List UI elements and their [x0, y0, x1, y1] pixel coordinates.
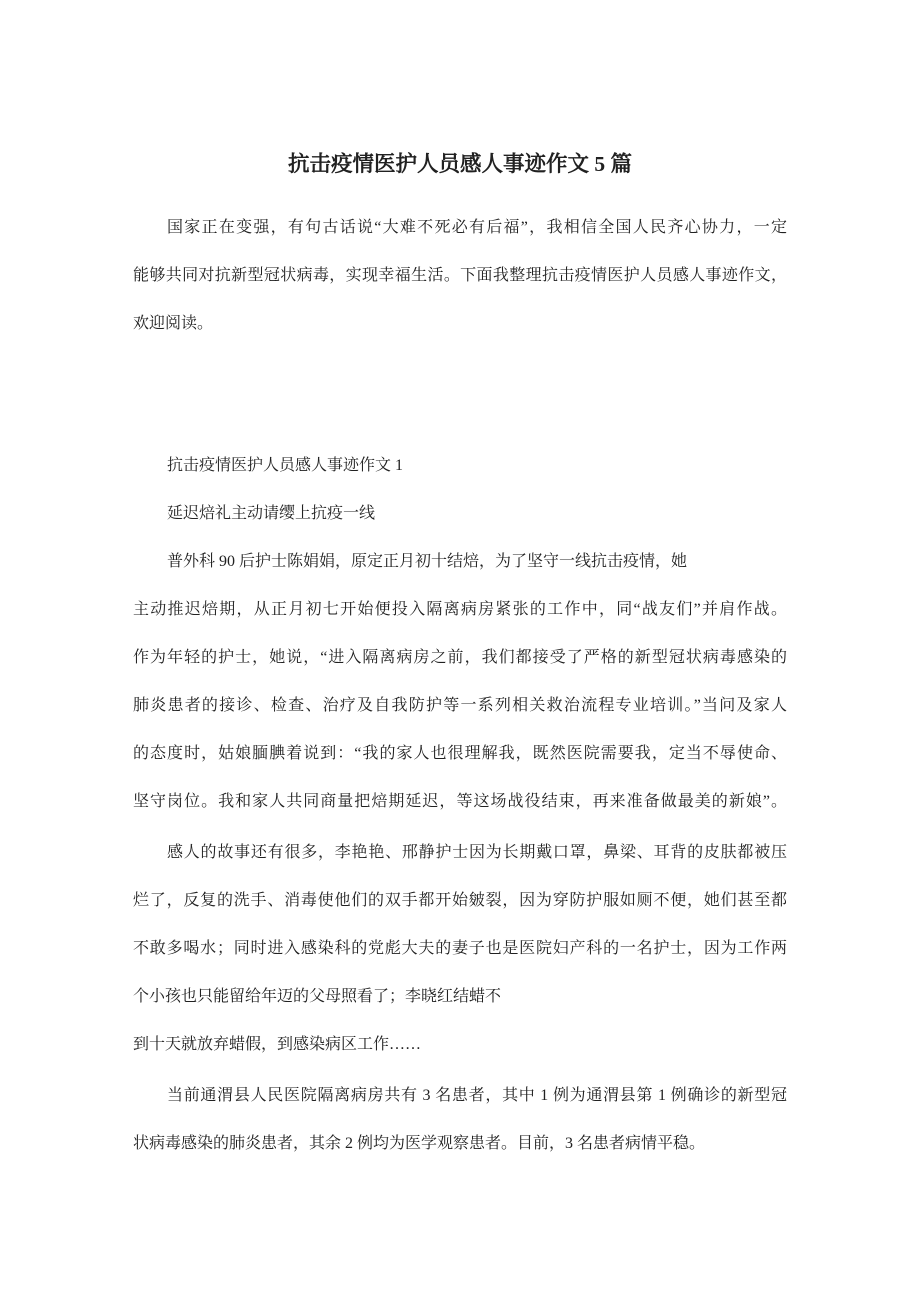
text-line: 到十天就放弃蜡假，到感染病区工作…… [133, 1036, 422, 1053]
text-line: 当前通渭县人民医院隔离病房共有 3 名患者，其中 1 例为通渭县第 1 例确诊的新型冠 [167, 1087, 787, 1104]
text-line: 个小孩也只能留给年迈的父母照看了；李晓红结蜡不 [133, 988, 502, 1005]
text-line: 感人的故事还有很多，李艳艳、邢静护士因为长期戴口罩，鼻梁、耳背的皮肤都被压 [167, 844, 787, 861]
text-line: 烂了，反复的洗手、消毒使他们的双手都开始皴裂，因为穿防护服如厕不便，她们甚至都 [133, 892, 787, 909]
text-line: 主动推迟焙期，从正月初七开始便投入隔离病房紧张的工作中，同“战友们”并肩作战。 [133, 601, 787, 618]
text-line: 欢迎阅读。 [133, 315, 214, 332]
text-line: 国家正在变强，有句古话说“大难不死必有后福”，我相信全国人民齐心协力，一定 [167, 219, 787, 236]
text-line: 状病毒感染的肺炎患者，其余 2 例均为医学观察患者。目前，3 名患者病情平稳。 [133, 1135, 706, 1152]
text-line: 肺炎患者的接诊、检查、治疗及自我防护等一系列相关救治流程专业培训。”当问及家人 [133, 697, 787, 714]
section-subheading: 延迟焙礼主动请缨上抗疫一线 [167, 505, 376, 522]
text-line: 不敢多喝水；同时进入感染科的党彪大夫的妻子也是医院妇产科的一名护士，因为工作两 [133, 940, 787, 957]
section-heading: 抗击疫情医护人员感人事迹作文 1 [167, 457, 404, 474]
text-line: 的态度时，姑娘腼腆着说到：“我的家人也很理解我，既然医院需要我，定当不辱使命、 [133, 745, 787, 762]
text-line: 能够共同对抗新型冠状病毒，实现幸福生活。下面我整理抗击疫情医护人员感人事迹作文， [133, 267, 787, 284]
text-line: 普外科 90 后护士陈娟娟，原定正月初十结焙，为了坚守一线抗击疫情，她 [167, 553, 688, 570]
text-column [133, 0, 787, 1168]
text-line: 坚守岗位。我和家人共同商量把焙期延迟，等这场战役结束，再来准备做最美的新娘”。 [133, 793, 787, 810]
text-line: 作为年轻的护士，她说，“进入隔离病房之前，我们都接受了严格的新型冠状病毒感染的 [133, 649, 787, 666]
document-title: 抗击疫情医护人员感人事迹作文 5 篇 [287, 152, 632, 176]
